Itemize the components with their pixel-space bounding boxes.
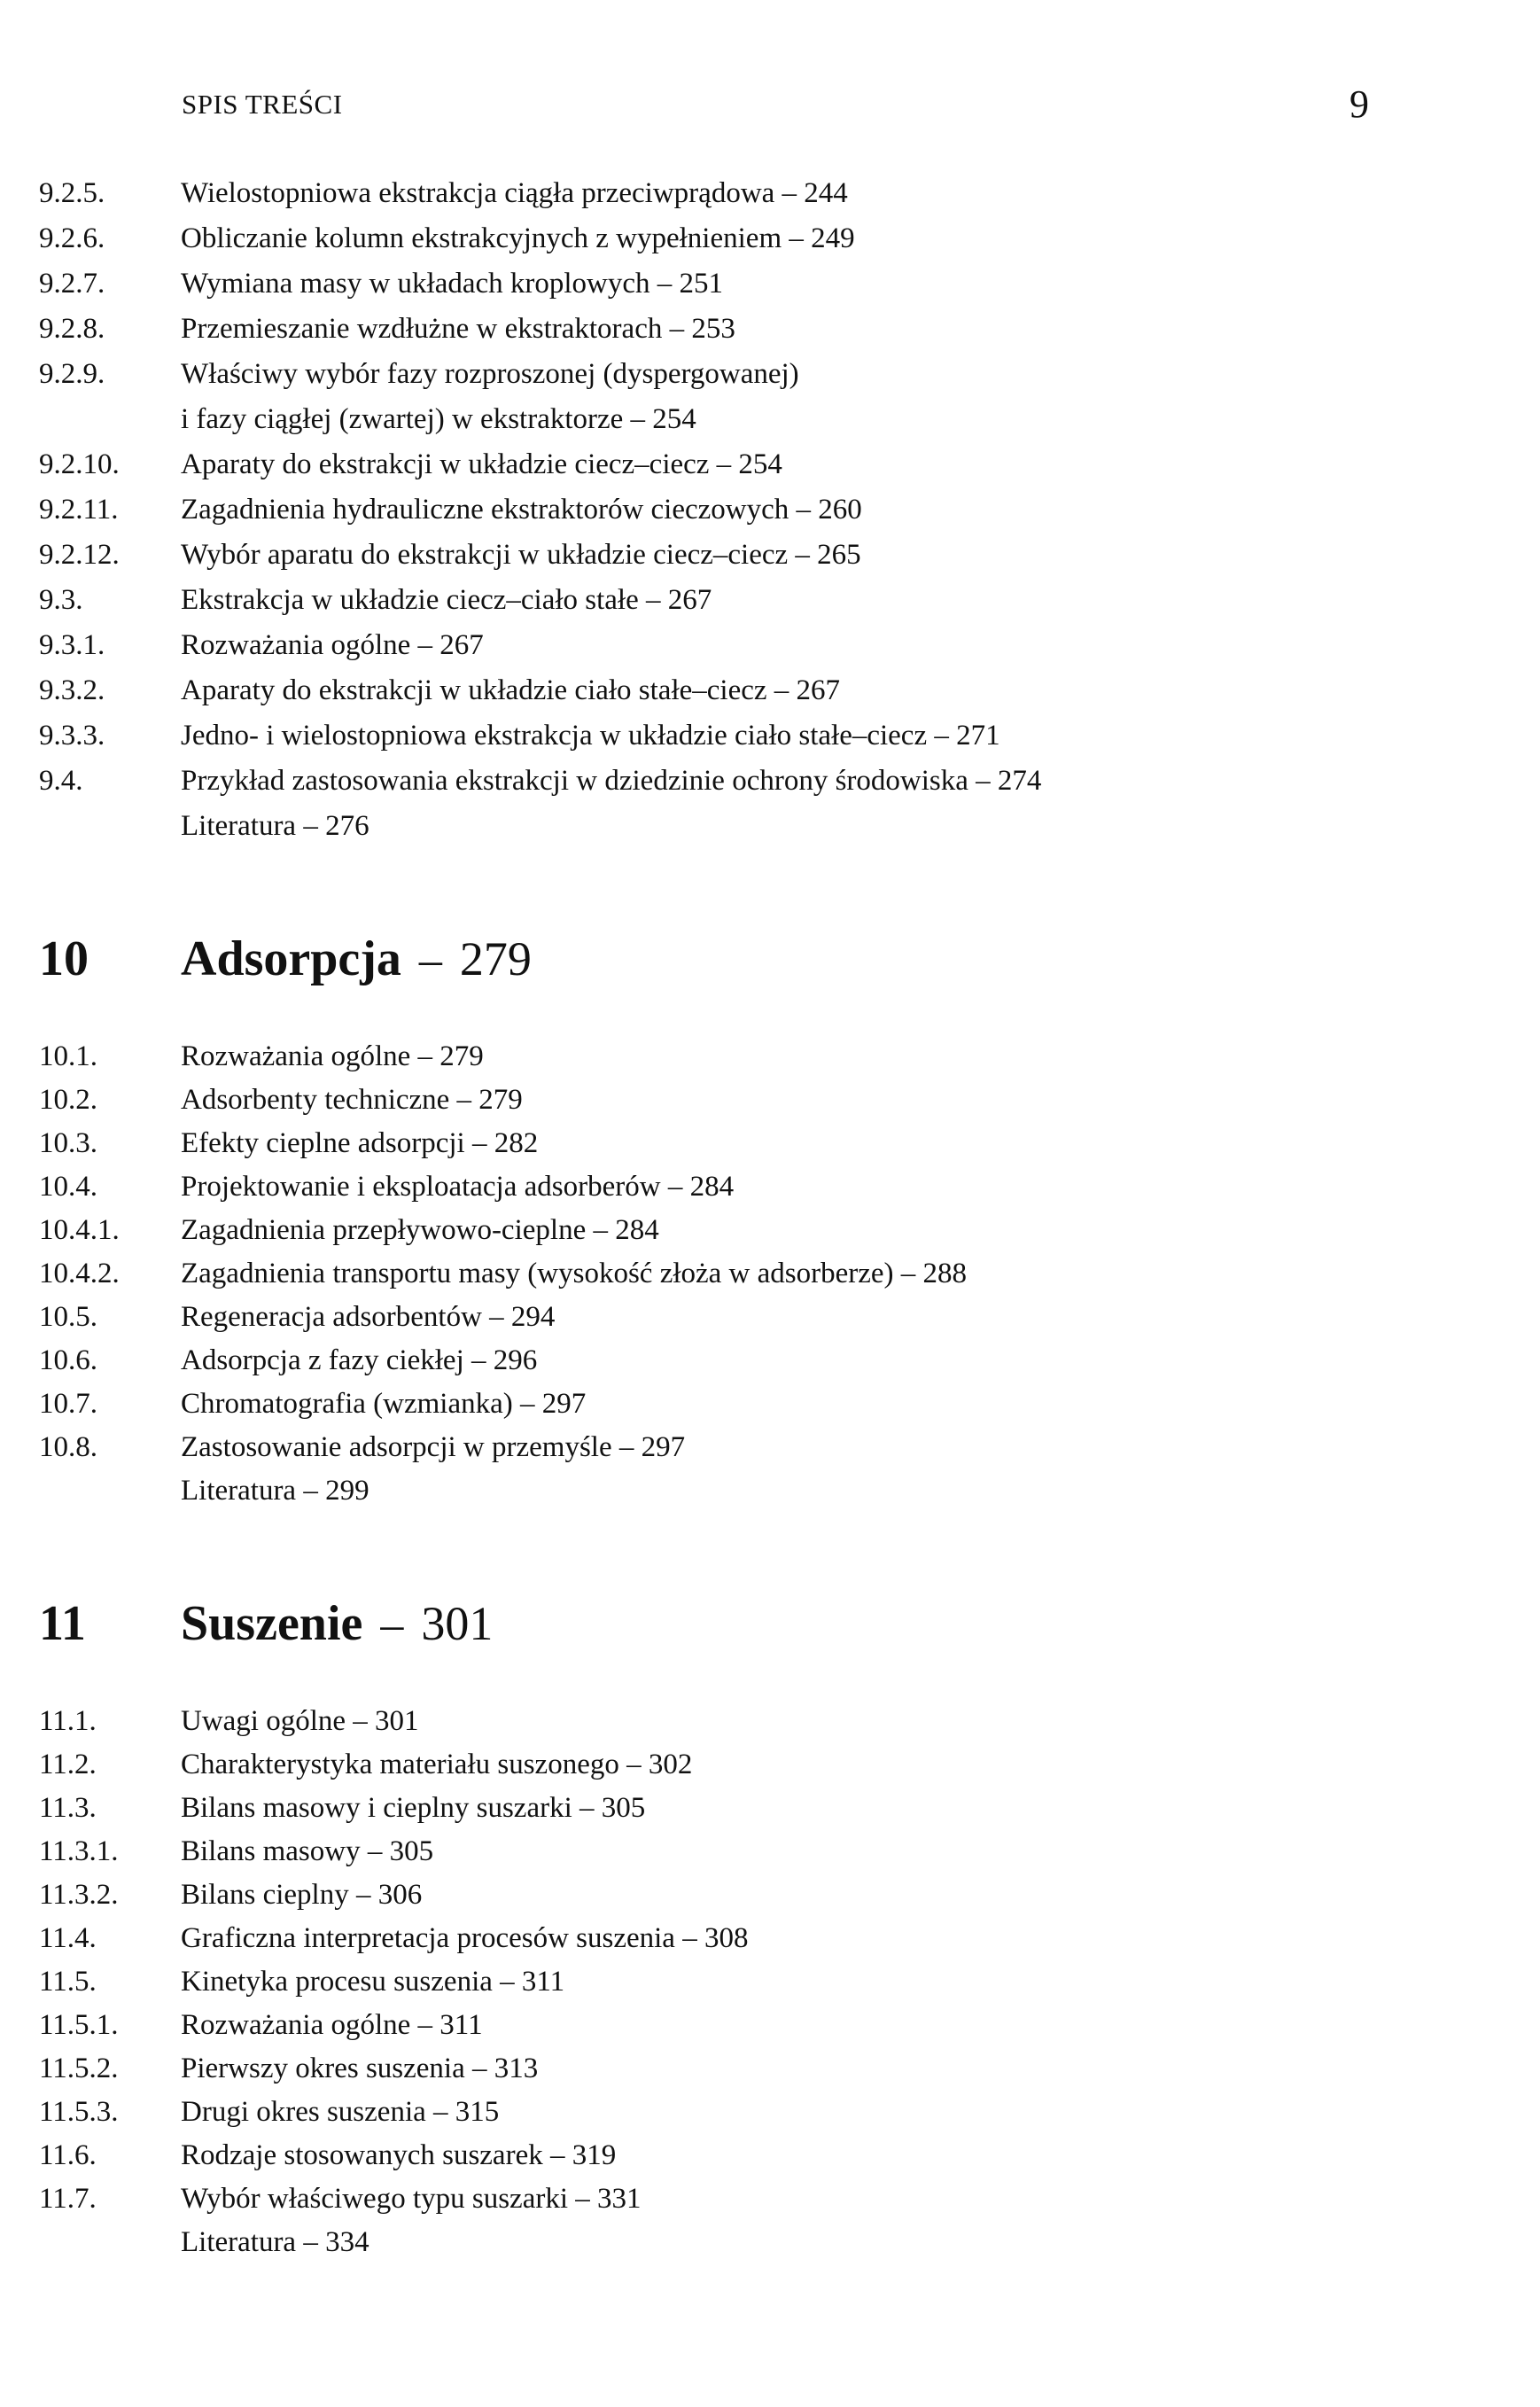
toc-entry — [39, 442, 1421, 487]
toc-entry — [39, 352, 1421, 397]
entry-title: Adsorbenty techniczne – 279 — [181, 1084, 523, 1116]
toc-entry — [39, 1743, 1421, 1787]
chapter-number: 11 — [39, 1596, 86, 1651]
page-number: 9 — [1349, 82, 1369, 126]
entry-title: Wybór właściwego typu suszarki – 331 — [181, 2183, 642, 2215]
entry-title: Wielostopniowa ekstrakcja ciągła przeciwprądowa – 244 — [181, 177, 848, 209]
entry-title: Bilans masowy – 305 — [181, 1835, 434, 1867]
entry-number: 9.2.5. — [39, 177, 105, 209]
entry-number: 11.5. — [39, 1966, 97, 1998]
toc-entry — [39, 1700, 1421, 1743]
toc-section-chapter-11 — [39, 1700, 1421, 2264]
toc-entry — [39, 1209, 1421, 1252]
entry-title: Rodzaje stosowanych suszarek – 319 — [181, 2139, 617, 2171]
toc-entry — [39, 1383, 1421, 1426]
page-header — [182, 82, 1369, 129]
toc-entry-literature — [39, 2221, 1421, 2264]
entry-number: 9.2.6. — [39, 222, 105, 254]
entry-number: 9.3.3. — [39, 720, 105, 752]
toc-entry — [39, 307, 1421, 352]
toc-entry — [39, 713, 1421, 759]
entry-title: Uwagi ogólne – 301 — [181, 1705, 419, 1737]
entry-number: 9.3. — [39, 584, 83, 616]
entry-number — [39, 804, 181, 849]
entry-title: Literatura – 276 — [181, 810, 369, 842]
toc-entry — [39, 759, 1421, 804]
entry-number — [39, 1469, 181, 1513]
entry-title: Charakterystyka materiału suszonego – 302 — [181, 1749, 693, 1780]
entry-title: Graficzna interpretacja procesów suszenia – 308 — [181, 1922, 749, 1954]
entry-title: Wymiana masy w układach kroplowych – 251 — [181, 268, 724, 300]
chapter-dash: – — [380, 1600, 404, 1650]
entry-number: 10.4.1. — [39, 1214, 120, 1246]
entry-number: 10.6. — [39, 1344, 97, 1376]
entry-title: Obliczanie kolumn ekstrakcyjnych z wypełnieniem – 249 — [181, 222, 855, 254]
toc-entry — [39, 668, 1421, 713]
toc-entry — [39, 487, 1421, 533]
chapter-dash: – — [418, 935, 442, 985]
toc-entry — [39, 1426, 1421, 1469]
toc-entry — [39, 578, 1421, 623]
toc-entry — [39, 2047, 1421, 2091]
entry-title: Bilans masowy i cieplny suszarki – 305 — [181, 1792, 646, 1824]
entry-number: 11.3.1. — [39, 1835, 119, 1867]
entry-title: Ekstrakcja w układzie ciecz–ciało stałe – 267 — [181, 584, 712, 616]
entry-number: 11.4. — [39, 1922, 97, 1954]
entry-number: 9.2.9. — [39, 358, 105, 390]
entry-title: Adsorpcja z fazy ciekłej – 296 — [181, 1344, 538, 1376]
toc-entry — [39, 1165, 1421, 1209]
toc-entry — [39, 1296, 1421, 1339]
entry-title: Regeneracja adsorbentów – 294 — [181, 1301, 556, 1333]
toc-entry — [39, 1035, 1421, 1079]
entry-number — [39, 397, 181, 442]
chapter-number: 10 — [39, 931, 89, 986]
entry-title: i fazy ciągłej (zwartej) w ekstraktorze – 254 — [181, 403, 696, 435]
entry-title: Zagadnienia transportu masy (wysokość złoża w adsorberze) – 288 — [181, 1258, 968, 1289]
entry-title: Literatura – 299 — [181, 1475, 369, 1507]
entry-number: 10.4.2. — [39, 1258, 120, 1289]
toc-entry — [39, 1079, 1421, 1122]
chapter-page: 279 — [459, 932, 532, 985]
entry-number: 11.2. — [39, 1749, 97, 1780]
chapter-title: Suszenie — [181, 1596, 363, 1651]
entry-number: 9.3.2. — [39, 674, 105, 706]
entry-number: 10.1. — [39, 1040, 97, 1072]
entry-number: 10.5. — [39, 1301, 97, 1333]
running-head: SPIS TREŚCI — [182, 89, 343, 120]
entry-number: 10.8. — [39, 1431, 97, 1463]
entry-number: 11.3. — [39, 1792, 97, 1824]
entry-number: 9.2.12. — [39, 539, 120, 571]
entry-title: Właściwy wybór fazy rozproszonej (dyspergowanej) — [181, 358, 799, 390]
toc-entry — [39, 216, 1421, 261]
entry-title: Zagadnienia przepływowo-cieplne – 284 — [181, 1214, 659, 1246]
entry-title: Chromatografia (wzmianka) – 297 — [181, 1388, 587, 1420]
entry-title: Rozważania ogólne – 311 — [181, 2009, 483, 2041]
entry-number: 9.2.8. — [39, 313, 105, 345]
entry-number: 11.7. — [39, 2183, 97, 2215]
toc-entry — [39, 2091, 1421, 2134]
entry-number: 10.3. — [39, 1127, 97, 1159]
entry-title: Zagadnienia hydrauliczne ekstraktorów cieczowych – 260 — [181, 494, 862, 526]
entry-title: Bilans cieplny – 306 — [181, 1879, 423, 1911]
toc-section-chapter-9 — [39, 171, 1421, 849]
entry-number: 9.3.1. — [39, 629, 105, 661]
entry-number: 10.4. — [39, 1171, 97, 1203]
toc-entry-literature — [39, 1469, 1421, 1513]
toc-section-chapter-10 — [39, 1035, 1421, 1513]
toc-entry — [39, 1339, 1421, 1383]
entry-number: 9.4. — [39, 765, 83, 797]
entry-number: 9.2.11. — [39, 494, 119, 526]
entry-title: Kinetyka procesu suszenia – 311 — [181, 1966, 565, 1998]
entry-title: Literatura – 334 — [181, 2226, 369, 2258]
entry-title: Wybór aparatu do ekstrakcji w układzie ciecz–ciecz – 265 — [181, 539, 861, 571]
chapter-title: Adsorpcja — [181, 931, 401, 986]
chapter-heading-11 — [39, 1595, 1421, 1657]
toc-entry — [39, 533, 1421, 578]
entry-title: Projektowanie i eksploatacja adsorberów – 284 — [181, 1171, 735, 1203]
toc-entry — [39, 1873, 1421, 1917]
toc-entry — [39, 1252, 1421, 1296]
entry-title: Jedno- i wielostopniowa ekstrakcja w układzie ciało stałe–ciecz – 271 — [181, 720, 1000, 752]
entry-number: 10.7. — [39, 1388, 97, 1420]
entry-number: 11.5.2. — [39, 2053, 119, 2084]
entry-title: Pierwszy okres suszenia – 313 — [181, 2053, 539, 2084]
toc-entry — [39, 1917, 1421, 1960]
entry-title: Aparaty do ekstrakcji w układzie ciecz–ciecz – 254 — [181, 448, 782, 480]
toc-entry-literature — [39, 804, 1421, 849]
toc-entry — [39, 1122, 1421, 1165]
toc-entry — [39, 1787, 1421, 1830]
toc-entry — [39, 2004, 1421, 2047]
toc-entry — [39, 623, 1421, 668]
toc-entry — [39, 1960, 1421, 2004]
entry-number: 10.2. — [39, 1084, 97, 1116]
toc-entry — [39, 1830, 1421, 1873]
entry-title: Przemieszanie wzdłużne w ekstraktorach – 253 — [181, 313, 735, 345]
toc-entry — [39, 171, 1421, 216]
entry-number: 9.2.7. — [39, 268, 105, 300]
chapter-page: 301 — [421, 1597, 494, 1650]
entry-number: 11.6. — [39, 2139, 97, 2171]
entry-title: Efekty cieplne adsorpcji – 282 — [181, 1127, 539, 1159]
entry-number: 11.3.2. — [39, 1879, 119, 1911]
entry-number: 9.2.10. — [39, 448, 120, 480]
toc-entry — [39, 261, 1421, 307]
entry-title: Drugi okres suszenia – 315 — [181, 2096, 500, 2128]
entry-number: 11.5.3. — [39, 2096, 119, 2128]
entry-title: Rozważania ogólne – 267 — [181, 629, 484, 661]
toc-entry — [39, 2134, 1421, 2177]
toc-entry-continuation — [39, 397, 1421, 442]
toc-entry — [39, 2177, 1421, 2221]
entry-number: 11.1. — [39, 1705, 97, 1737]
entry-title: Rozważania ogólne – 279 — [181, 1040, 484, 1072]
entry-number: 11.5.1. — [39, 2009, 119, 2041]
entry-title: Przykład zastosowania ekstrakcji w dziedzinie ochrony środowiska – 274 — [181, 765, 1042, 797]
chapter-heading-10 — [39, 931, 1421, 993]
entry-number — [39, 2221, 181, 2264]
entry-title: Aparaty do ekstrakcji w układzie ciało stałe–ciecz – 267 — [181, 674, 841, 706]
entry-title: Zastosowanie adsorpcji w przemyśle – 297 — [181, 1431, 686, 1463]
